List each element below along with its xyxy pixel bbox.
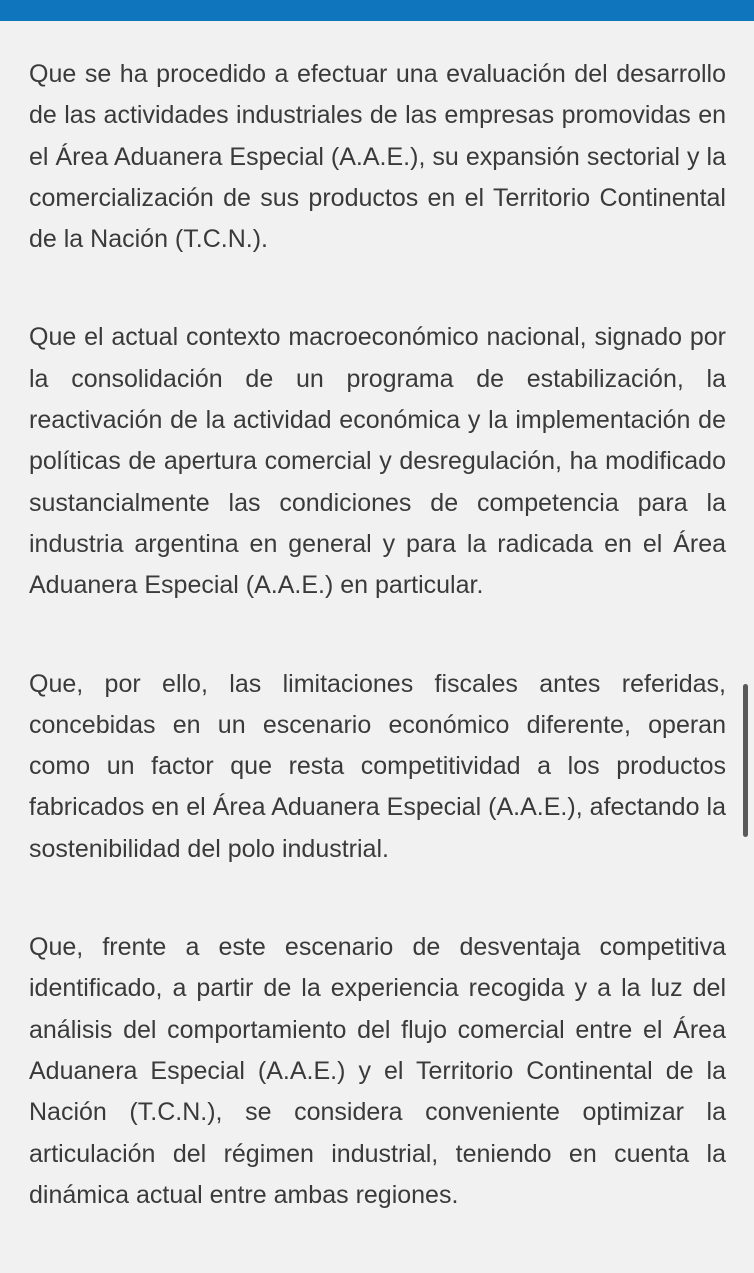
paragraph-evaluation: Que se ha procedido a efectuar una evaluación del desarrollo de las actividades industriales de las empresas promovidas en el Área Aduanera Especial (A.A.E.), su expansión sectorial y la comercialización de sus productos en el Territorio Continental de la Nación (T.C.N.).	[29, 60, 726, 254]
paragraph-fiscal-limitations: Que, por ello, las limitaciones fiscales antes referidas, concebidas en un escenario económico diferente, operan como un factor que resta competitividad a los productos fabricados en el Área Aduanera Especial (A.A.E.), afectando la sostenibilidad del polo industrial.	[29, 669, 726, 863]
top-header-bar	[0, 0, 754, 21]
paragraph-macroeconomic-context: Que el actual contexto macroeconómico nacional, signado por la consolidación de un programa de estabilización, la reactivación de la actividad económica y la implementación de políticas de apertura comercial y desregulación, ha modificado sustancialmente las condiciones de competencia para la industria argentina en general y para la radicada en el Área Aduanera Especial (A.A.E.) en particular.	[29, 323, 726, 600]
vertical-scrollbar[interactable]	[743, 684, 748, 837]
article-body	[29, 54, 726, 1273]
paragraph-competitive-disadvantage: Que, frente a este escenario de desventaja competitiva identificado, a partir de la experiencia recogida y a la luz del análisis del comportamiento del flujo comercial entre el Área Aduanera Especial (A.A.E.) y el Territorio Continental de la Nación (T.C.N.), se considera conveniente optimizar la articulación del régimen industrial, teniendo en cuenta la dinámica actual entre ambas regiones.	[29, 933, 726, 1209]
